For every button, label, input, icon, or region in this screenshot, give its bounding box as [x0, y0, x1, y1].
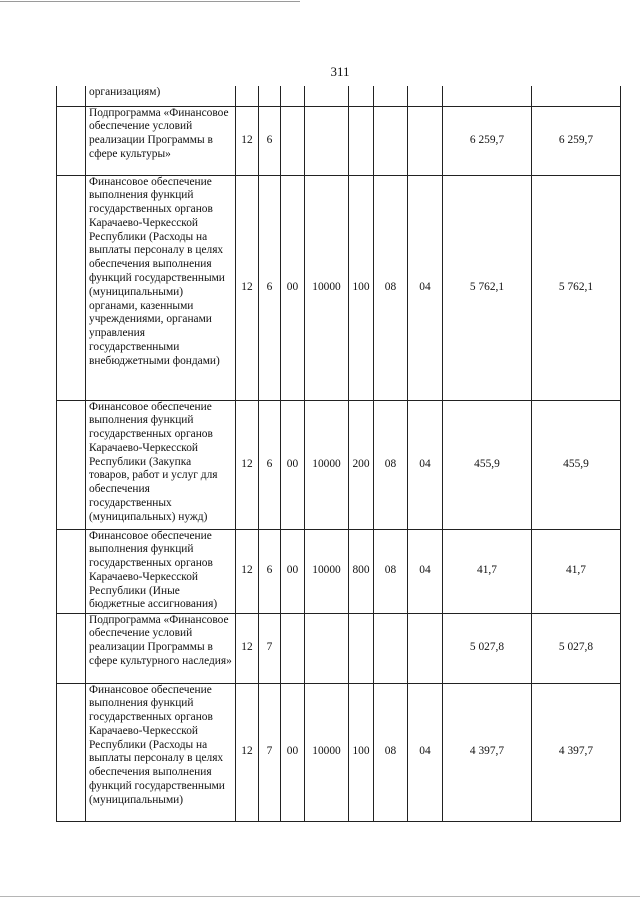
row-name-cell: Финансовое обеспечение выполнения функций государственных органов Карачаево-Черкесской Республики (Расходы на выплаты персоналу в целях обеспечения выполнения функций государственными (муниципальными): [86, 683, 236, 821]
cell-v2: 4 397,7: [532, 683, 621, 821]
scan-edge-top: [0, 1, 300, 2]
cell-c7: 04: [408, 529, 443, 613]
cell-c6: [374, 613, 408, 683]
cell-c2: 7: [259, 683, 281, 821]
cell-v1: 41,7: [443, 529, 532, 613]
cell-c4: [305, 613, 349, 683]
cell-v2: 5 762,1: [532, 175, 621, 400]
cell-c5: [349, 613, 374, 683]
cell-c3: [281, 86, 305, 106]
cell-c7: [408, 86, 443, 106]
row-number-cell: [57, 613, 86, 683]
cell-c6: 08: [374, 400, 408, 529]
table-row: [57, 86, 621, 106]
row-number-cell: [57, 400, 86, 529]
cell-v2: 6 259,7: [532, 106, 621, 175]
scan-edge-bottom: [0, 896, 640, 897]
cell-c2: 6: [259, 175, 281, 400]
cell-c2: 7: [259, 613, 281, 683]
cell-c5: 800: [349, 529, 374, 613]
cell-c5: 200: [349, 400, 374, 529]
row-number-cell: [57, 86, 86, 106]
cell-c3: 00: [281, 175, 305, 400]
cell-c5: [349, 86, 374, 106]
cell-v1: 455,9: [443, 400, 532, 529]
cell-v1: 5 027,8: [443, 613, 532, 683]
cell-c1: 12: [236, 400, 259, 529]
row-name-cell: Подпрограмма «Финансовое обеспечение условий реализации Программы в сфере культурного наследия»: [86, 613, 236, 683]
cell-v2: 455,9: [532, 400, 621, 529]
table-row: [57, 400, 621, 529]
row-number-cell: [57, 106, 86, 175]
cell-c1: 12: [236, 106, 259, 175]
table-row: [57, 106, 621, 175]
cell-c7: 04: [408, 400, 443, 529]
cell-c4: 10000: [305, 400, 349, 529]
cell-v1: [443, 86, 532, 106]
budget-table: [56, 86, 621, 822]
cell-c4: 10000: [305, 683, 349, 821]
cell-c3: 00: [281, 400, 305, 529]
cell-c6: [374, 106, 408, 175]
cell-c6: 08: [374, 683, 408, 821]
cell-c4: [305, 106, 349, 175]
cell-c3: 00: [281, 529, 305, 613]
cell-v1: 6 259,7: [443, 106, 532, 175]
cell-c1: [236, 86, 259, 106]
cell-c1: 12: [236, 529, 259, 613]
cell-c3: [281, 106, 305, 175]
cell-c5: 100: [349, 175, 374, 400]
cell-c6: 08: [374, 529, 408, 613]
row-number-cell: [57, 529, 86, 613]
row-name-cell: Финансовое обеспечение выполнения функций государственных органов Карачаево-Черкесской Республики (Расходы на выплаты персоналу в целях обеспечения выполнения функций государственными (муниципальными) органами, казенными учреждениями, органами управления государственными внебюджетными фондами): [86, 175, 236, 400]
row-name-cell: организациям): [86, 86, 236, 106]
cell-c2: 6: [259, 400, 281, 529]
table-row: [57, 175, 621, 400]
cell-c7: [408, 613, 443, 683]
row-name-cell: Финансовое обеспечение выполнения функций государственных органов Карачаево-Черкесской Республики (Иные бюджетные ассигнования): [86, 529, 236, 613]
cell-c7: [408, 106, 443, 175]
row-name-cell: Финансовое обеспечение выполнения функций государственных органов Карачаево-Черкесской Республики (Закупка товаров, работ и услуг для обеспечения государственных (муниципальных) нужд): [86, 400, 236, 529]
table-row: [57, 529, 621, 613]
cell-c5: 100: [349, 683, 374, 821]
table-row: [57, 613, 621, 683]
cell-c3: 00: [281, 683, 305, 821]
cell-c5: [349, 106, 374, 175]
cell-c6: [374, 86, 408, 106]
cell-c7: 04: [408, 175, 443, 400]
cell-v2: 5 027,8: [532, 613, 621, 683]
table-row: [57, 683, 621, 821]
cell-c6: 08: [374, 175, 408, 400]
cell-c4: [305, 86, 349, 106]
cell-c3: [281, 613, 305, 683]
cell-v2: [532, 86, 621, 106]
cell-c7: 04: [408, 683, 443, 821]
cell-c1: 12: [236, 683, 259, 821]
cell-c4: 10000: [305, 175, 349, 400]
row-name-cell: Подпрограмма «Финансовое обеспечение условий реализации Программы в сфере культуры»: [86, 106, 236, 175]
cell-c2: 6: [259, 529, 281, 613]
cell-v2: 41,7: [532, 529, 621, 613]
cell-c2: [259, 86, 281, 106]
cell-c4: 10000: [305, 529, 349, 613]
row-number-cell: [57, 683, 86, 821]
cell-c1: 12: [236, 175, 259, 400]
cell-c1: 12: [236, 613, 259, 683]
cell-v1: 4 397,7: [443, 683, 532, 821]
page-number: 311: [330, 64, 350, 79]
cell-c2: 6: [259, 106, 281, 175]
cell-v1: 5 762,1: [443, 175, 532, 400]
row-number-cell: [57, 175, 86, 400]
